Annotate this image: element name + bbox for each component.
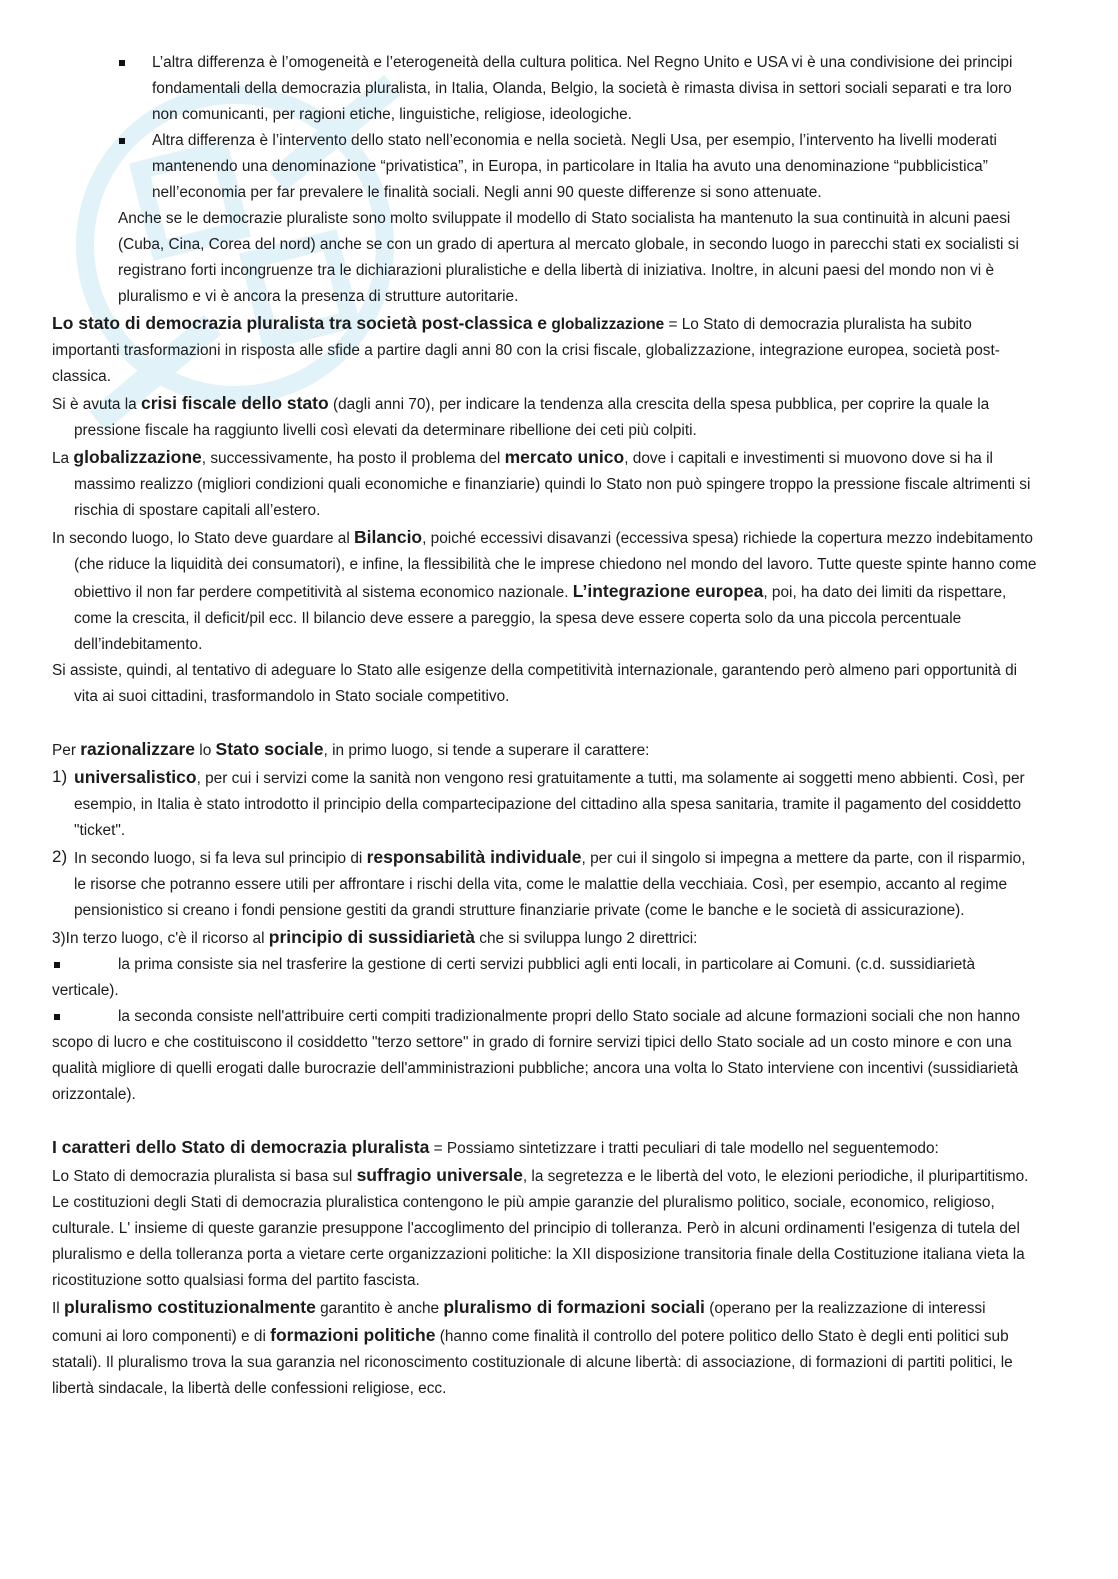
- section-stato-sociale: Per razionalizzare lo Stato sociale, in primo luogo, si tende a superare il carattere:: [52, 739, 650, 759]
- paragraph-socialista: Anche se le democrazie pluraliste sono molto sviluppate il modello di Stato socialista ha mantenuto la sua continuità in alcuni paesi (Cuba, Cina, Corea del nord) anche se con un grado di apertura al mercato globale, in secondo luogo in parecchi stati ex socialisti si registrano forti incongruenze tra le dichiarazioni pluralistiche e della libertà di iniziativa. Inoltre, in alcuni paesi del mondo non vi è pluralismo e vi è ancora la presenza di strutture autoritarie.: [118, 210, 1019, 305]
- bullet-square-icon: [54, 962, 60, 968]
- paragraph-globalizzazione: La globalizzazione, successivamente, ha posto il problema del mercato unico, dove i capitali e investimenti si muovono dove si ha il massimo realizzo (migliori condizioni quali economiche e finanziarie) quindi lo Stato non può spingere troppo la pressione fiscale altrimenti si rischia di spostare capitali all’estero.: [52, 447, 1031, 519]
- list-item-responsabilita: 2) In secondo luogo, si fa leva sul principio di responsabilità individuale, per cui il singolo si impegna a mettere da parte, con il risparmio, le risorse che potranno essere utili per affrontare i rischi della vita, come le malattie della vecchiaia. Così, per esempio, accanto al regime pensionistico si creano i fondi pensione gestiti da grandi strutture finanziarie private (come le banche e le società di assicurazione).: [52, 847, 1026, 919]
- bullet-square-icon: [119, 60, 125, 66]
- section-globalizzazione: Lo stato di democrazia pluralista tra società post-classica e globalizzazione = Lo Stato di democrazia pluralista ha subito importanti trasformazioni in risposta alle sfide a partire dagli anni 80 con la crisi fiscale, globalizzazione, integrazione europea, società post-classica.: [52, 313, 1000, 385]
- section-heading-suffix: globalizzazione: [551, 316, 665, 333]
- section-heading: I caratteri dello Stato di democrazia pluralista: [52, 1137, 430, 1157]
- section-caratteri: I caratteri dello Stato di democrazia pluralista = Possiamo sintetizzare i tratti peculiari di tale modello nel seguentemodo:: [52, 1137, 939, 1157]
- bullet-square-icon: [119, 138, 125, 144]
- paragraph-pluralismo: Il pluralismo costituzionalmente garantito è anche pluralismo di formazioni sociali (operano per la realizzazione di interessi comuni ai loro componenti) e di formazioni politiche (hanno come finalità il controllo del potere politico dello Stato è degli enti politici sub statali). Il pluralismo trova la sua garanzia nel riconoscimento costituzionale di alcune libertà: di associazione, di formazioni di partiti politici, le libertà sindacale, la libertà delle confessioni religiose, ecc.: [52, 1297, 1013, 1397]
- bullet-square-icon: [54, 1014, 60, 1020]
- list-item-universalistico: 1) universalistico, per cui i servizi come la sanità non vengono resi gratuitamente a tutti, ma solamente ai soggetti meno abbienti. Così, per esempio, in Italia è stato introdotto il principio della compartecipazione del cittadino alla spesa sanitaria, tramite il pagamento del cosiddetto "ticket".: [52, 767, 1025, 839]
- paragraph-suffragio: Lo Stato di democrazia pluralista si basa sul suffragio universale, la segretezza e le libertà del voto, le elezioni periodiche, il pluripartitismo. Le costituzioni degli Stati di democrazia pluralistica contengono le più ampie garanzie del pluralismo politico, sociale, economico, religioso, culturale. L' insieme di queste garanzie presuppone l'accoglimento del principio di tolleranza. Però in alcuni ordinamenti l'esigenza di tutela del pluralismo e della tolleranza porta a vietare certe organizzazioni politiche: la XII disposizione transitoria finale della Costituzione italiana vieta la ricostituzione sotto qualsiasi forma del partito fascista.: [52, 1165, 1029, 1289]
- sub-item-orizzontale: la seconda consiste nell'attribuire certi compiti tradizionalmente propri dello Stato sociale ad alcune formazioni sociali che non hanno scopo di lucro e che costituiscono il cosiddetto "terzo settore" in grado di fornire servizi tipici dello Stato sociale ad un costo minore e con una qualità migliore di quelli erogati dalle burocrazie dell'amministrazioni pubbliche; ancora una volta lo Stato interviene con incentivi (sussidiarietà orizzontale).: [52, 1008, 1021, 1103]
- list-item: Altra differenza è l’intervento dello stato nell’economia e nella società. Negli Usa, per esempio, l’intervento ha livelli moderati mantenendo una denominazione “privatistica”, in Europa, in particolare in Italia ha avuto una denominazione “pubblicistica” nell’economia per far prevalere le finalità sociali. Negli anni 90 queste differenze si sono attenuate.: [52, 128, 1037, 206]
- list-item-sussidiarieta: 3)In terzo luogo, c'è il ricorso al principio di sussidiarietà che si sviluppa lungo 2 direttrici:: [52, 927, 698, 947]
- section-heading: Lo stato di democrazia pluralista tra società post-classica e: [52, 313, 548, 333]
- document-body: [52, 50, 1037, 1402]
- paragraph-bilancio: In secondo luogo, lo Stato deve guardare al Bilancio, poiché eccessivi disavanzi (eccessiva spesa) richiede la copertura mezzo indebitamento (che riduce la liquidità dei consumatori), e infine, la flessibilità che le imprese chiedono nel mondo del lavoro. Tutte queste spinte hanno come obiettivo il non far perdere competitività al sistema economico nazionale. L’integrazione europea, poi, ha dato dei limiti da rispettare, come la crescita, il deficit/pil ecc. Il bilancio deve essere a pareggio, la spesa deve essere coperta solo da una piccola percentuale dell’indebitamento.: [52, 527, 1037, 653]
- paragraph-crisi-fiscale: Si è avuta la crisi fiscale dello stato (dagli anni 70), per indicare la tendenza alla crescita della spesa pubblica, per coprire la quale la pressione fiscale ha raggiunto livelli così elevati da determinare ribellione dei ceti più colpiti.: [52, 393, 990, 439]
- paragraph-stato-competitivo: Si assiste, quindi, al tentativo di adeguare lo Stato alle esigenze della competitività internazionale, garantendo però almeno pari opportunità di vita ai suoi cittadini, trasformandolo in Stato sociale competitivo.: [52, 662, 1018, 705]
- list-item: L’altra differenza è l’omogeneità e l’eterogeneità della cultura politica. Nel Regno Unito e USA vi è una condivisione dei principi fondamentali della democrazia pluralista, in Italia, Olanda, Belgio, la società è rimasta divisa in settori sociali separati e tra loro non comunicanti, per ragioni etiche, linguistiche, religiose, ideologiche.: [52, 50, 1037, 128]
- sub-item-verticale: la prima consiste sia nel trasferire la gestione di certi servizi pubblici agli enti locali, in particolare ai Comuni. (c.d. sussidiarietà verticale).: [52, 956, 976, 999]
